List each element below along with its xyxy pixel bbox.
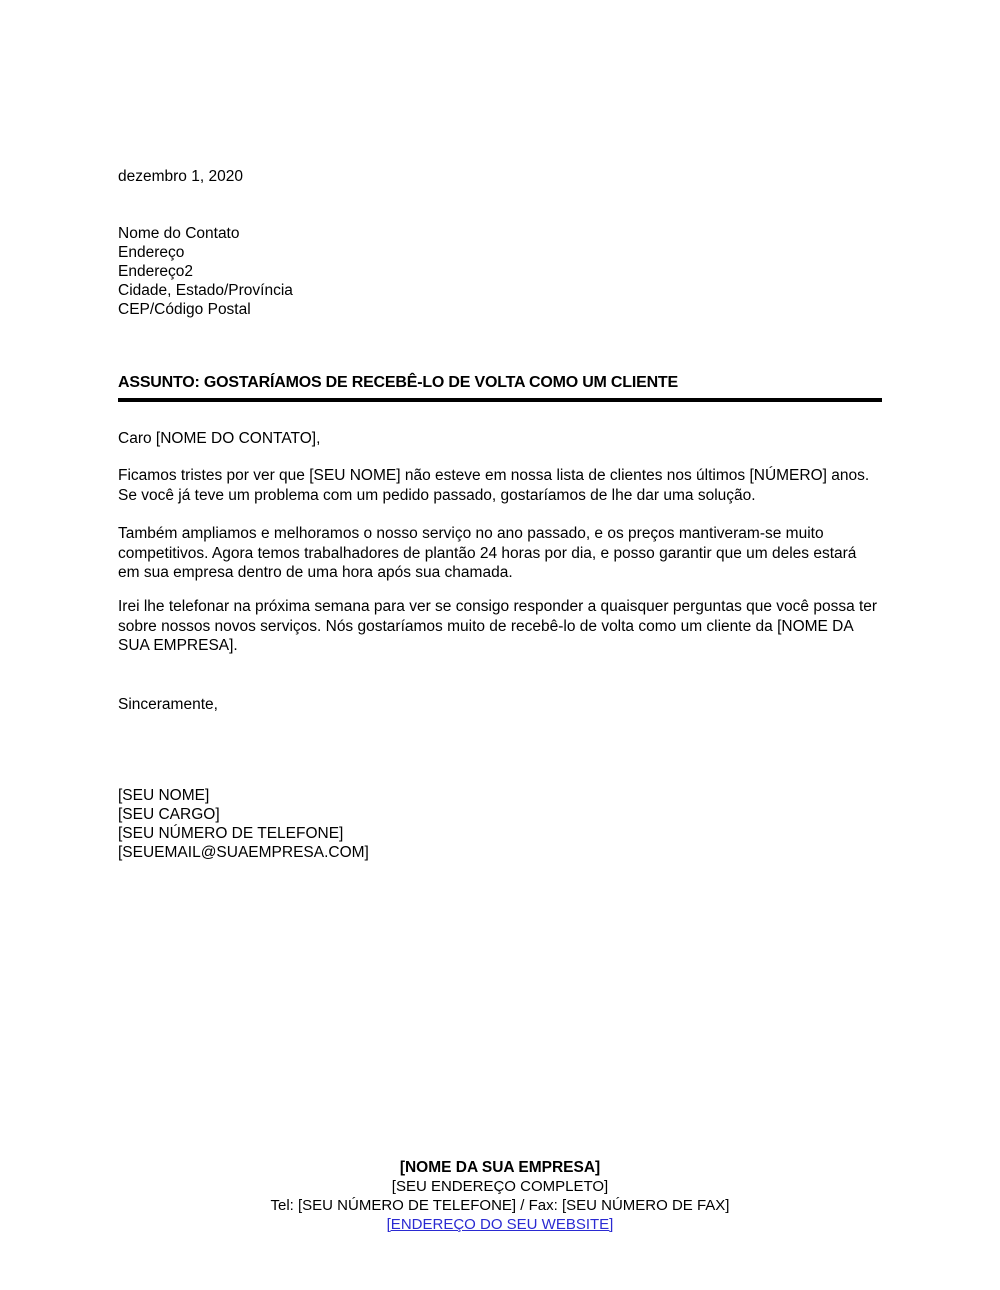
body-paragraph-2: Também ampliamos e melhoramos o nosso serviço no ano passado, e os preços mantiveram-se muito competitivos. Agora temos trabalhadores de plantão 24 horas por dia, e posso garantir que um deles estará em sua empresa dentro de uma hora após sua chamada.: [118, 525, 857, 581]
subject-divider-rule: [118, 398, 882, 402]
subject-section: [118, 373, 882, 402]
footer-block: [118, 1158, 882, 1234]
body-paragraph-3: Irei lhe telefonar na próxima semana para ver se consigo responder a quaisquer perguntas que você possa ter sobre nossos novos serviços. Nós gostaríamos muito de recebê-lo de volta como um cliente da [NOME DA SUA EMPRESA].: [118, 598, 878, 654]
signature-name: [SEU NOME]: [118, 787, 210, 804]
recipient-postal-code: CEP/Código Postal: [118, 301, 251, 318]
recipient-address-2: Endereço2: [118, 263, 193, 280]
recipient-name: Nome do Contato: [118, 225, 240, 242]
recipient-city-state: Cidade, Estado/Província: [118, 282, 293, 299]
recipient-address-block: [118, 224, 882, 319]
footer-website-link[interactable]: [ENDEREÇO DO SEU WEBSITE]: [386, 1216, 614, 1233]
salutation: Caro [NOME DO CONTATO],: [118, 430, 321, 447]
signature-title: [SEU CARGO]: [118, 806, 220, 823]
footer-company-name: [NOME DA SUA EMPRESA]: [399, 1159, 601, 1176]
footer-company-address: [SEU ENDEREÇO COMPLETO]: [391, 1178, 609, 1195]
signature-phone: [SEU NÚMERO DE TELEFONE]: [118, 825, 344, 842]
closing: Sinceramente,: [118, 696, 218, 713]
recipient-address-1: Endereço: [118, 244, 185, 261]
signature-email: [SEUEMAIL@SUAEMPRESA.COM]: [118, 844, 369, 861]
signature-block: [118, 786, 882, 862]
letter-date: dezembro 1, 2020: [118, 168, 243, 185]
body-paragraph-1: Ficamos tristes por ver que [SEU NOME] não esteve em nossa lista de clientes nos últimos [NÚMERO] anos. Se você já teve um problema com um pedido passado, gostaríamos de lhe dar uma solução.: [118, 467, 870, 504]
footer-phone-fax: Tel: [SEU NÚMERO DE TELEFONE] / Fax: [SEU NÚMERO DE FAX]: [270, 1197, 730, 1214]
subject-heading: ASSUNTO: GOSTARÍAMOS DE RECEBÊ-LO DE VOLTA COMO UM CLIENTE: [118, 374, 678, 391]
